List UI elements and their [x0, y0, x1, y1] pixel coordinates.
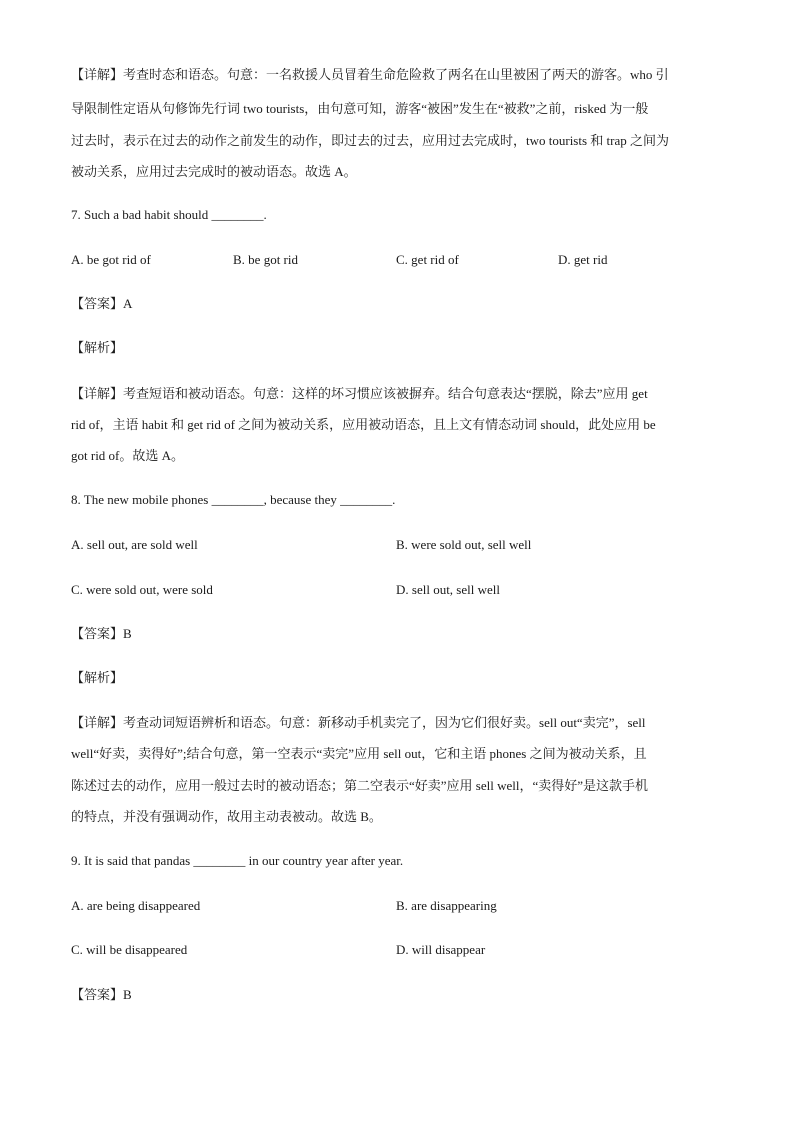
q8-detail-line-3: 陈述过去的动作，应用一般过去时的被动语态；第二空表示“好卖”应用 sell well，“卖得好”是这款手机 [71, 778, 649, 793]
detail-label: 【详解】 [71, 68, 124, 83]
detail-label: 【详解】 [71, 387, 124, 402]
q9-stem: 9. It is said that pandas ________ in our country year after year. [71, 853, 404, 868]
q9-option-d: D. will disappear [396, 942, 486, 957]
q7-detail-line-2: rid of，主语 habit 和 get rid of 之间为被动关系，应用被动语态，且上文有情态动词 should，此处应用 be [71, 417, 656, 432]
q8-option-d: D. sell out, sell well [396, 582, 500, 597]
q8-analysis-label: 【解析】 [71, 671, 124, 686]
q6-detail-line-2: 导限制性定语从句修饰先行词 two tourists，由句意可知，游客“被困”发生在“被救”之前，risked 为一般 [71, 101, 649, 116]
q7-option-c: C. get rid of [396, 252, 459, 267]
q7-option-b: B. be got rid [233, 252, 298, 267]
q6-detail-line-1: 【详解】考查时态和语态。句意：一名救援人员冒着生命危险救了两名在山里被困了两天的游客。who 引 [71, 67, 669, 83]
q8-option-b: B. were sold out, sell well [396, 537, 532, 552]
q7-detail-line-3: got rid of。故选 A。 [71, 448, 185, 463]
q7-option-a: A. be got rid of [71, 252, 151, 267]
q9-option-c: C. will be disappeared [71, 942, 188, 957]
q9-option-b: B. are disappearing [396, 898, 497, 913]
q7-option-d: D. get rid [558, 252, 608, 267]
detail-label: 【详解】 [71, 716, 124, 731]
q9-option-a: A. are being disappeared [71, 898, 201, 913]
q6-detail-line-3: 过去时，表示在过去的动作之前发生的动作，即过去的过去，应用过去完成时，two tourists 和 trap 之间为 [71, 133, 669, 148]
q8-option-a: A. sell out, are sold well [71, 537, 198, 552]
q7-answer: 【答案】A [71, 296, 133, 312]
answer-label: 【答案】 [71, 627, 124, 642]
q7-analysis-label: 【解析】 [71, 341, 124, 356]
q9-answer: 【答案】B [71, 987, 132, 1003]
q8-detail-line-2: well“好卖，卖得好”;结合句意，第一空表示“卖完”应用 sell out，它和主语 phones 之间为被动关系，且 [71, 746, 647, 761]
q8-option-c: C. were sold out, were sold [71, 582, 213, 597]
q8-detail-line-1: 【详解】考查动词短语辨析和语态。句意：新移动手机卖完了，因为它们很好卖。sell out“卖完”，sell [71, 715, 646, 731]
q8-answer: 【答案】B [71, 626, 132, 642]
q7-stem: 7. Such a bad habit should ________. [71, 207, 267, 222]
q6-detail-line-4: 被动关系，应用过去完成时的被动语态。故选 A。 [71, 164, 357, 179]
q8-detail-line-4: 的特点，并没有强调动作，故用主动表被动。故选 B。 [71, 809, 382, 824]
q8-stem: 8. The new mobile phones ________, because they ________. [71, 492, 396, 507]
answer-label: 【答案】 [71, 988, 124, 1003]
q7-detail-line-1: 【详解】考查短语和被动语态。句意：这样的坏习惯应该被摒弃。结合句意表达“摆脱，除去”应用 get [71, 386, 648, 402]
answer-label: 【答案】 [71, 297, 124, 312]
